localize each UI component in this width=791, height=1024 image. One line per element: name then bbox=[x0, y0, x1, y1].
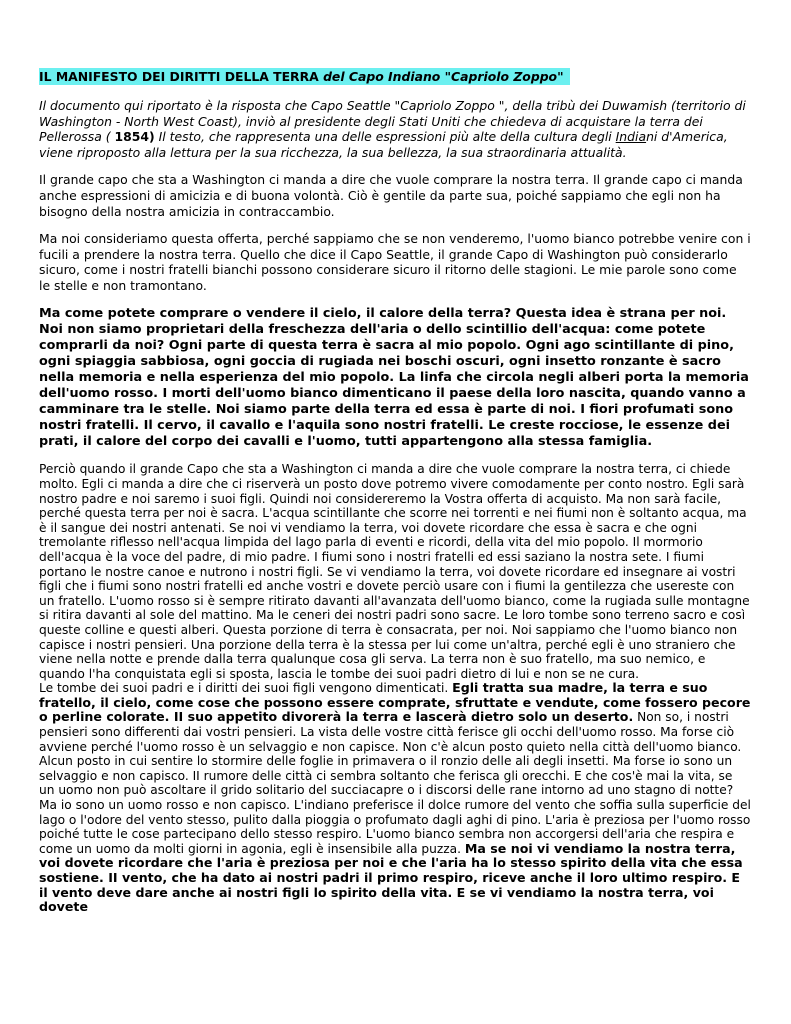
document-page bbox=[39, 68, 751, 927]
title-italic: del Capo Indiano "Capriolo Zoppo" bbox=[323, 69, 564, 84]
paragraph-5-s3: Non so, i nostri pensieri sono differenti dai vostri pensieri. La vista delle vostre città ferisce gli occhi dell'uomo rosso. Ma forse ciò avviene perché l'uomo rosso è un selvaggio e non capisce. Non c'è alcun posto quieto nella città dell'uomo bianco. Alcun posto in cui sentire lo stormire delle foglie in primavera o il ronzio delle ali degli insetti. Ma forse io sono un selvaggio e non capisco. II rumore delle città ci sembra soltanto che ferisca gli orecchi. E che cos'è mai la vita, se un uomo non può ascoltare il grido solitario del succiacapre o i discorsi delle rane intorno ad uno stagno di notte? Ma io sono un uomo rosso e non capisco. L'indiano preferisce il dolce rumore del vento che soffia sulla superficie del lago o l'odore del vento stesso, pulito dalla pioggia o profumato dagli aghi di pino. L'aria è preziosa per l'uomo rosso poiché tutte le cose partecipano dello stesso respiro. L'uomo bianco sembra non accorgersi dell'aria che respira e come un uomo da molti giorni in agonia, egli è insensibile alla puzza. bbox=[39, 710, 751, 856]
intro-part2: Il testo, che rappresenta una delle espressioni più alte della cultura degli bbox=[154, 129, 616, 145]
intro-year: 1854) bbox=[114, 129, 155, 145]
intro-underlined: India bbox=[615, 129, 647, 145]
paragraph-4: Perciò quando il grande Capo che sta a Washington ci manda a dire che vuole comprare la nostra terra, ci chiede molto. Egli ci manda a dire che ci riserverà un posto dove potremo vivere comodamente per conto nostro. Egli sarà nostro padre e noi saremo i suoi figli. Quindi noi considereremo la Vostra offerta di acquisto. Ma non sarà facile, perché questa terra per noi è sacra. L'acqua scintillante che scorre nei torrenti e nei fiumi non è soltanto acqua, ma è il sangue dei nostri antenati. Se noi vi vendiamo la terra, voi dovete ricordare che essa è sacra e che ogni tremolante riflesso nell'acqua limpida del lago parla di eventi e ricordi, della vita del mio popolo. Il mormorio dell'acqua è la voce del padre, di mio padre. I fiumi sono i nostri fratelli ed essi saziano la nostra sete. I fiumi portano le nostre canoe e nutrono i nostri figli. Se vi vendiamo la terra, voi dovete ricordare ed insegnare ai vostri figli che i fiumi sono nostri fratelli ed anche vostri e dovete perciò usare con i fiumi la gentilezza che usereste con un fratello. L'uomo rosso si è sempre ritirato davanti all'avanzata dell'uomo bianco, come la rugiada sulle montagne si ritira davanti al sole del mattino. Ma le ceneri dei nostri padri sono sacre. Le loro tombe sono terreno sacro e così queste colline e questi alberi. Questa porzione di terra è consacrata, per noi. Noi sappiamo che l'uomo bianco non capisce i nostri pensieri. Una porzione della terra è la stessa per lui come un'altra, perché egli è uno straniero che viene nella notte e prende dalla terra qualunque cosa gli serva. La terra non è suo fratello, ma suo nemico, e quando l'ha conquistata egli si sposta, lascia le tombe dei suoi padri dietro di lui e non se ne cura. bbox=[39, 462, 750, 681]
document-title bbox=[39, 68, 751, 85]
intro-paragraph bbox=[39, 98, 751, 160]
paragraph-3-bold: Ma come potete comprare o vendere il cielo, il calore della terra? Questa idea è strana per noi. Noi non siamo proprietari della freschezza dell'aria o dello scintillio dell'acqua: come potete comprarli da noi? Ogni parte di questa terra è sacra al mio popolo. Ogni ago scintillante di pino, ogni spiaggia sabbiosa, ogni goccia di rugiada nei boschi oscuri, ogni insetto ronzante è sacro nella memoria e nella esperienza del mio popolo. La linfa che circola negli alberi porta la memoria dell'uomo rosso. I morti dell'uomo bianco dimenticano il paese della loro nascita, quando vanno a camminare tra le stelle. Noi siamo parte della terra ed essa è parte di noi. I fiori profumati sono nostri fratelli. Il cervo, il cavallo e l'aquila sono nostri fratelli. Le creste rocciose, le essenze dei prati, il calore del corpo dei cavalli e l'uomo, tutti appartengono alla stessa famiglia. bbox=[39, 305, 749, 450]
intro-part3: ni d'America, viene riproposto alla lettura per la sua ricchezza, la sua bellezza, la sua straordinaria attualità. bbox=[39, 129, 728, 160]
paragraph-5-s2-bold: Egli tratta sua madre, la terra e suo fratello, il cielo, come cose che possono essere comprate, sfruttate e vendute, come fossero pecore o perline colorate. II suo appetito divorerà la terra e lascerà dietro solo un deserto. bbox=[39, 680, 751, 725]
paragraph-5-s1: Le tombe dei suoi padri e i diritti dei suoi figli vengono dimenticati. bbox=[39, 681, 453, 696]
paragraph-5-s4-bold: Ma se noi vi vendiamo la nostra terra, voi dovete ricordare che l'aria è preziosa per noi e che l'aria ha lo stesso spirito della vita che essa sostiene. II vento, che ha dato ai nostri padri il primo respiro, riceve anche il loro ultimo respiro. E il vento deve dare anche ai nostri figli lo spirito della vita. E se vi vendiamo la nostra terra, voi dovete bbox=[39, 840, 743, 915]
title-highlight bbox=[39, 68, 570, 85]
title-main: IL MANIFESTO DEI DIRITTI DELLA TERRA bbox=[39, 69, 319, 84]
paragraph-2: Ma noi consideriamo questa offerta, perché sappiamo che se non venderemo, l'uomo bianco potrebbe venire con i fucili a prendere la nostra terra. Quello che dice il Capo Seattle, il grande Capo di Washington può considerarlo sicuro, come i nostri fratelli bianchi possono considerare sicuro il ritorno delle stagioni. Le mie parole sono come le stelle e non tramontano. bbox=[39, 231, 751, 293]
paragraph-5 bbox=[39, 681, 751, 915]
intro-part1: Il documento qui riportato è la risposta che Capo Seattle "Capriolo Zoppo ", della tribù dei Duwamish (territorio di Washington - North West Coast), inviò al presidente degli Stati Uniti che chiedeva di acquistare la terra dei Pellerossa ( bbox=[39, 98, 746, 145]
paragraph-1: Il grande capo che sta a Washington ci manda a dire che vuole comprare la nostra terra. Il grande capo ci manda anche espressioni di amicizia e di buona volontà. Ciò è gentile da parte sua, poiché sappiamo che egli non ha bisogno della nostra amicizia in contraccambio. bbox=[39, 172, 743, 219]
